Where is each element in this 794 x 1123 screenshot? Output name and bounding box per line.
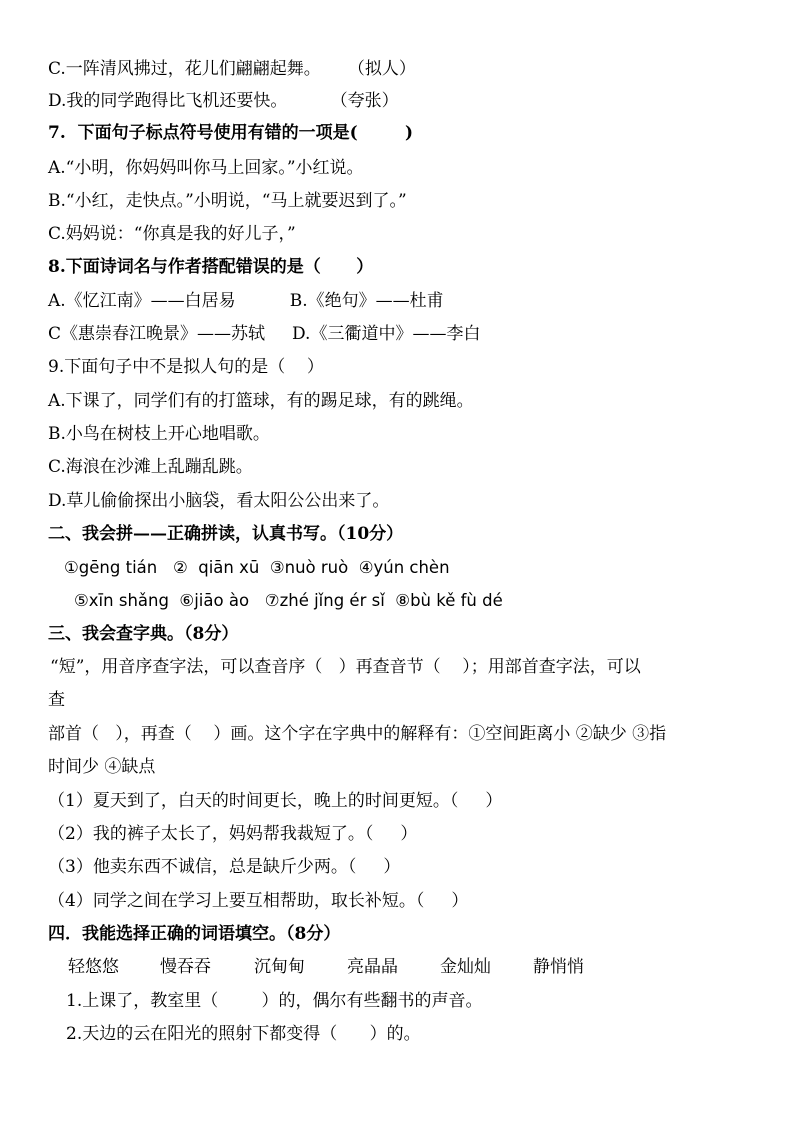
q9-option-c: C.海浪在沙滩上乱蹦乱跳。 [48,457,253,477]
q8-options-row1: A.《忆江南》——白居易 B.《绝句》——杜甫 [48,291,444,311]
word-bank-item: 沉甸甸 [254,957,305,977]
q6-option-c: C.一阵清风拂过，花儿们翩翩起舞。 （拟人） [48,59,416,79]
word-bank-item: 静悄悄 [533,957,584,977]
q9-option-a: A.下课了，同学们有的打篮球，有的踢足球，有的跳绳。 [48,391,474,411]
q7-stem: 7. 下面句子标点符号使用有错的一项是( ) [48,123,414,143]
section3-item-1: （1）夏天到了，白天的时间更长，晚上的时间更短。（ ） [48,791,503,811]
section4-item-1: 1.上课了，教室里（ ）的，偶尔有些翻书的声音。 [66,991,483,1011]
pinyin-row-1: ①gēng tián ② qiān xū ③nuò ruò ④yún chèn [64,558,450,577]
section3-title: 三、我会查字典。（8分） [48,624,239,644]
q7-option-b: B.“小红，走快点。”小明说，“马上就要迟到了。” [48,191,407,211]
word-bank-item: 金灿灿 [440,957,491,977]
q9-stem: 9.下面句子中不是拟人句的是（ ） [48,357,324,377]
section3-item-2: （2）我的裤子太长了，妈妈帮我裁短了。（ ） [48,824,418,844]
section3-item-3: （3）他卖东西不诚信，总是缺斤少两。（ ） [48,857,401,877]
section4-item-2: 2.天边的云在阳光的照射下都变得（ ）的。 [66,1024,421,1044]
word-bank-item: 亮晶晶 [347,957,398,977]
section3-para1: “短”，用音序查字法，可以查音序（ ）再查音节（ ）；用部首查字法，可以 [50,657,641,677]
q9-option-b: B.小鸟在树枝上开心地唱歌。 [48,424,270,444]
q7-option-c: C.妈妈说：“你真是我的好儿子，” [48,224,296,244]
word-bank-item: 轻悠悠 [68,957,119,977]
q9-option-d: D.草儿偷偷探出小脑袋，看太阳公公出来了。 [48,491,390,511]
q7-option-a: A.“小明，你妈妈叫你马上回家。”小红说。 [48,158,364,178]
section3-para1-cont: 查 [48,690,65,710]
section3-item-4: （4）同学之间在学习上要互相帮助，取长补短。（ ） [48,891,469,911]
section3-para3: 时间少 ④缺点 [48,757,156,777]
section2-title: 二、我会拼——正确拼读，认真书写。（10分） [48,524,404,544]
section4-title: 四．我能选择正确的词语填空。（8分） [48,924,341,944]
q6-option-d: D.我的同学跑得比飞机还要快。 （夸张） [48,91,399,111]
section3-para2: 部首（ ），再查（ ）画。这个字在字典中的解释有：①空间距离小 ②缺少 ③指 [48,724,667,744]
word-bank-item: 慢吞吞 [160,957,211,977]
q8-options-row2: C《惠崇春江晚景》——苏轼 D.《三衢道中》——李白 [48,324,481,344]
q8-stem: 8.下面诗词名与作者搭配错误的是（ ） [48,257,374,277]
pinyin-row-2: ⑤xīn shǎng ⑥jiāo ào ⑦zhé jǐng ér sǐ ⑧bù kě fù dé [74,591,503,610]
